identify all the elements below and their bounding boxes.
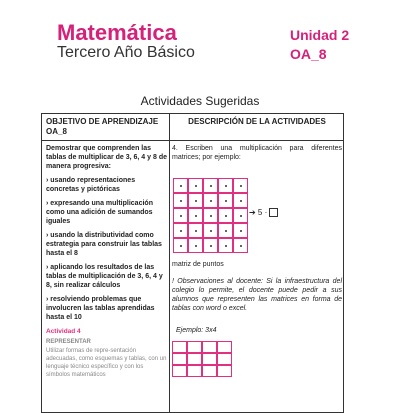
objective-intro: Demostrar que comprenden las tablas de multiplicar de 3, 6, 4 y 8 de manera progresiva: (46, 145, 167, 170)
example-grid (172, 341, 232, 377)
activity-label: REPRESENTAR (46, 339, 91, 345)
header-objective: OBJETIVO DE APRENDIZAJE OA_8 (46, 117, 159, 136)
example-label: Ejemplo: 3x4 (176, 327, 217, 334)
table-divider-vertical (169, 114, 170, 412)
arrow-text: ➔ 5 · (249, 208, 268, 217)
section-title: Actividades Sugeridas (140, 94, 260, 108)
arrow-equation (249, 208, 278, 217)
objective-bullet: › expresando una multiplicación como una adición de sumandos iguales (46, 200, 153, 225)
activity-title: Actividad 4 (46, 328, 81, 335)
header-title: Matemática (57, 20, 177, 45)
teacher-observation: ! Observaciones al docente: Si la infraestructura del colegio lo permite, el docente puede pedir a sus alumnos que representen las matrices en forma de tablas con word o excel. (172, 278, 342, 312)
objective-column (46, 144, 167, 379)
activity-description: Utilizar formas de repre-sentación adecuadas, como esquemas y tablas, con un lenguaje técnico específico y con los símbolos matemáticos (46, 348, 167, 378)
step-4-text: 4. Escriben una multiplicación para diferentes matrices; por ejemplo: (172, 145, 342, 161)
objective-bullet: › aplicando los resultados de las tablas de multiplicación de 3, 6, 4 y 8, sin realizar cálculos (46, 264, 163, 289)
header-description: DESCRIPCIÓN DE LA ACTIVIDADES (188, 117, 326, 126)
matrix-label: matriz de puntos (172, 261, 224, 268)
objective-bullet: › usando la distributividad como estrategia para construir las tablas hasta el 8 (46, 232, 162, 257)
activities-table (41, 113, 344, 413)
answer-box (269, 208, 278, 217)
header-subtitle: Tercero Año Básico (57, 44, 195, 61)
unit-label: Unidad 2 (290, 27, 350, 43)
description-column (172, 144, 342, 334)
objective-bullet: › usando representaciones concretas y pictóricas (46, 177, 136, 193)
table-divider-horizontal (42, 140, 343, 141)
oa-label: OA_8 (290, 46, 327, 62)
dot-matrix (173, 178, 248, 253)
objective-bullet: › resolviendo problemas que involucren las tablas aprendidas hasta el 10 (46, 296, 155, 321)
